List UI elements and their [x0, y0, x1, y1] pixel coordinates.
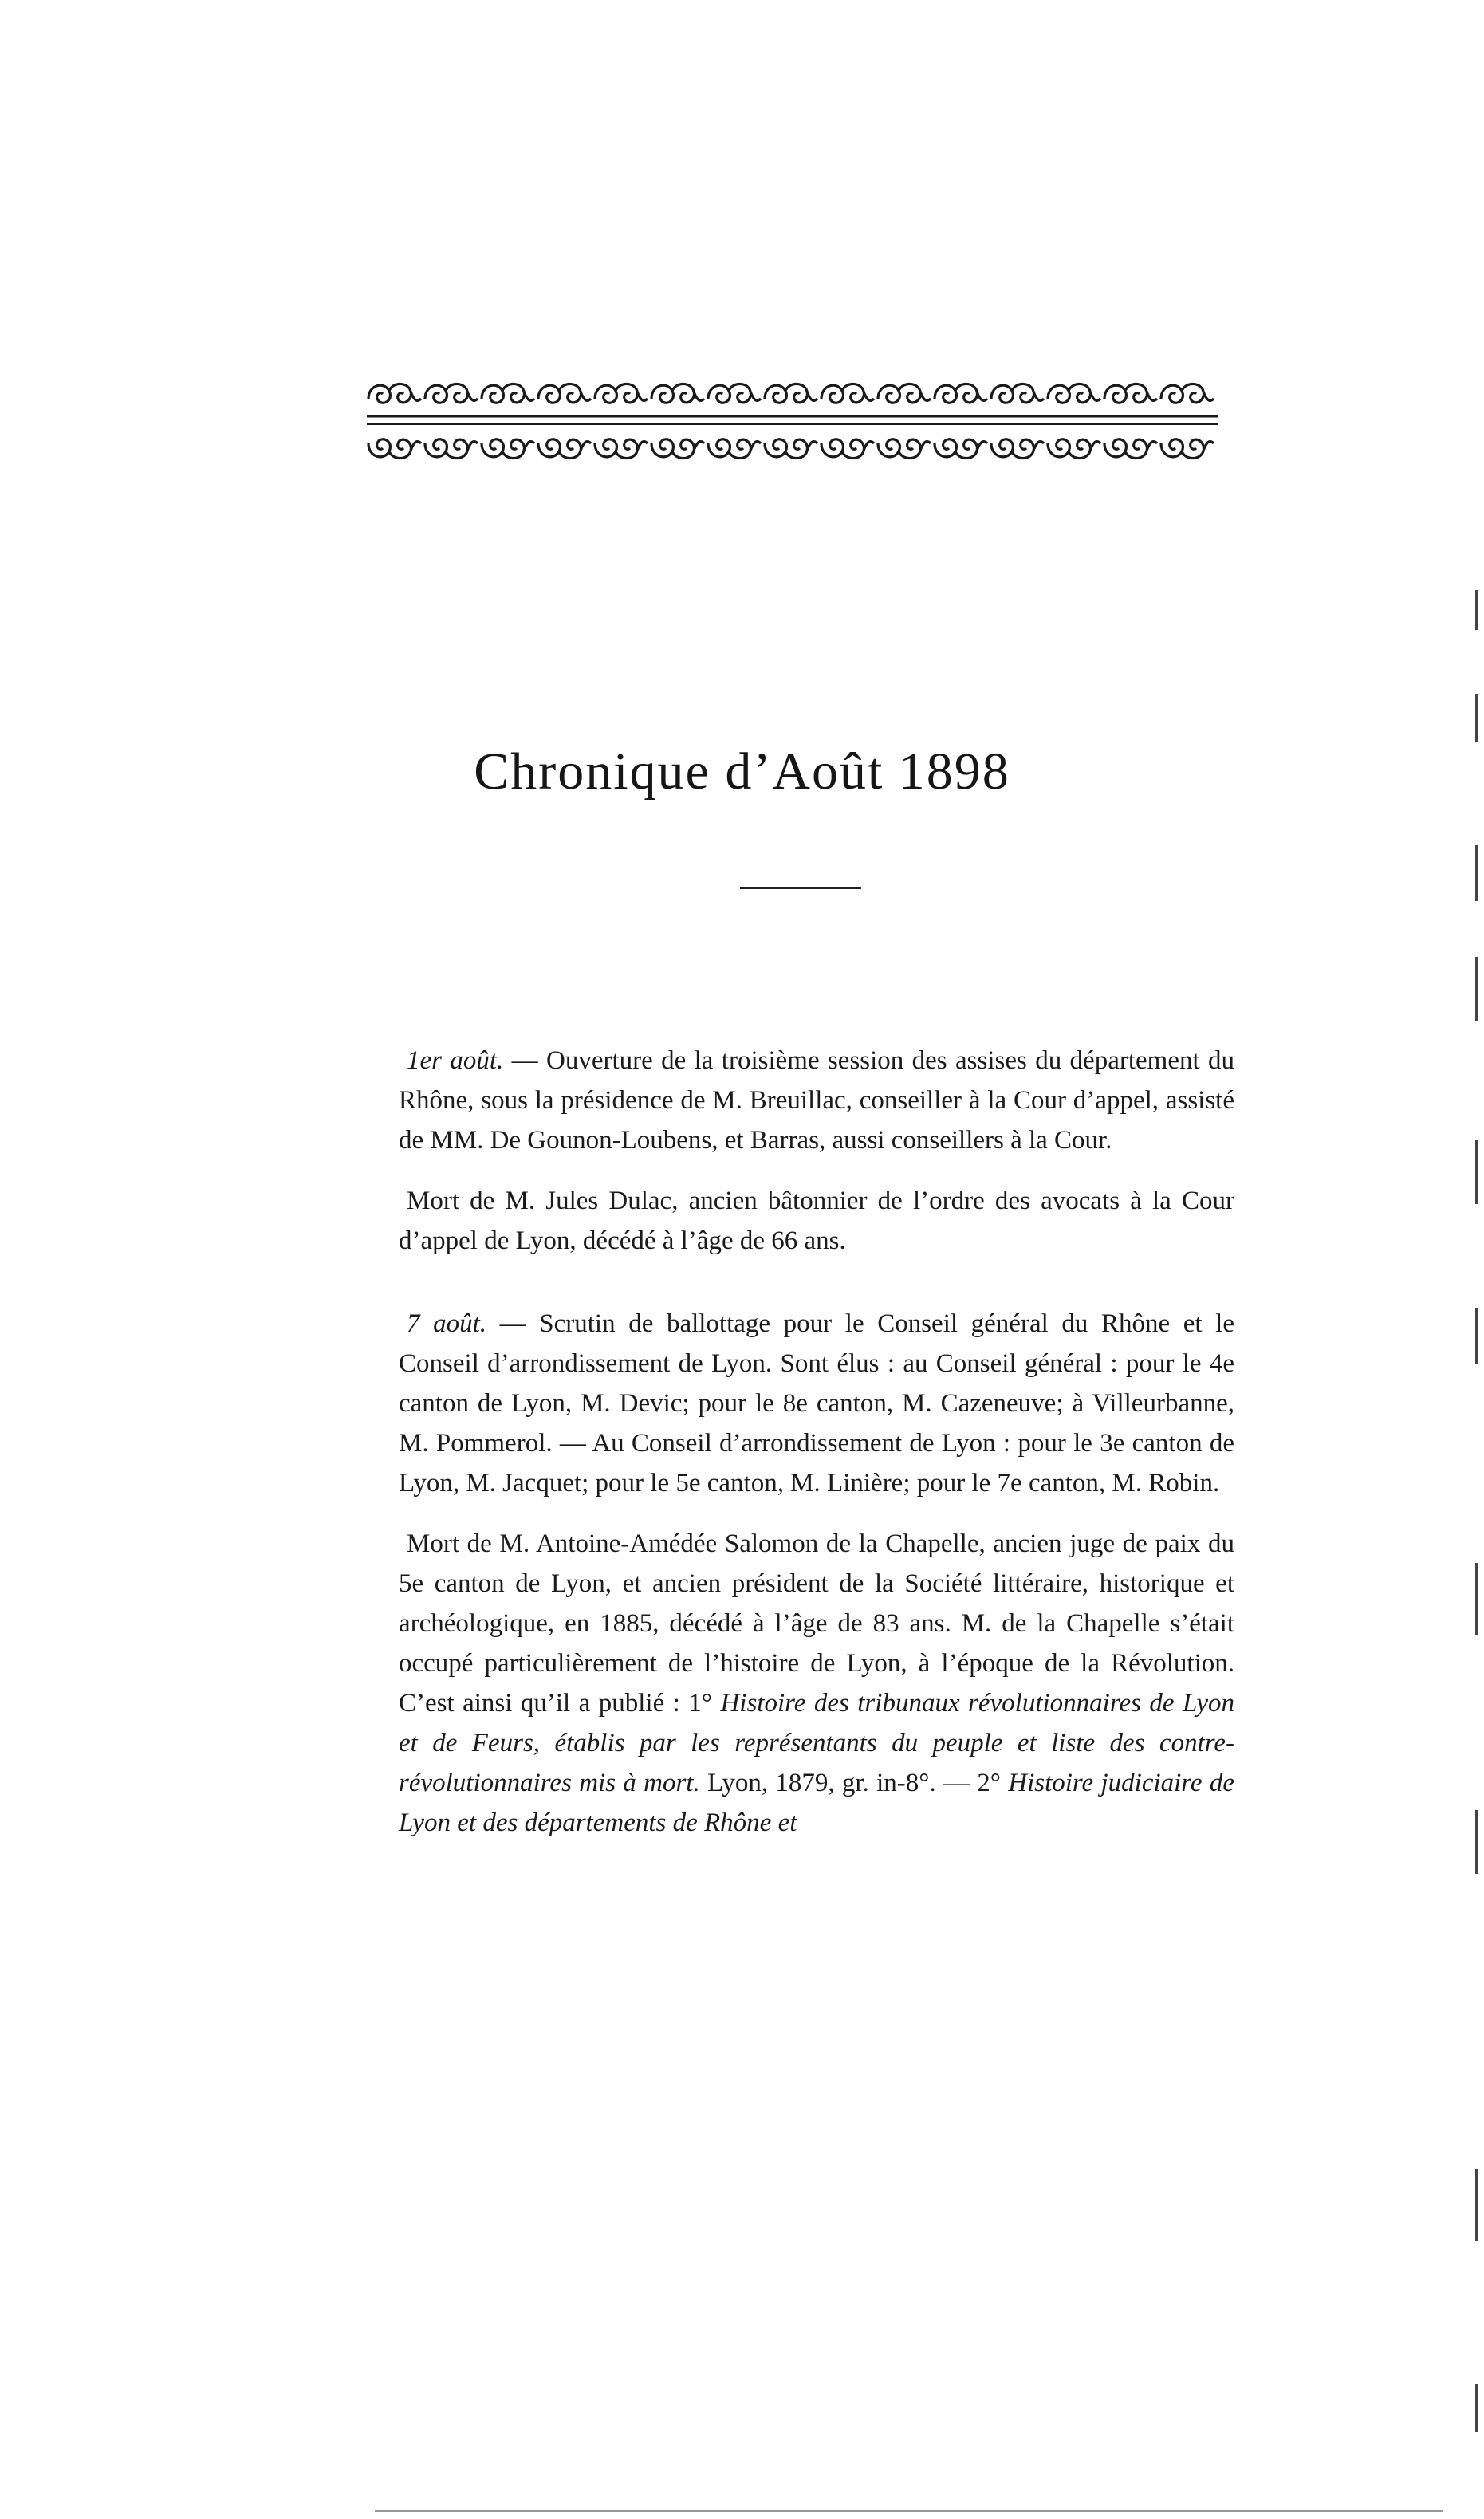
entry-date: 1er août. — [407, 1046, 504, 1075]
entry-text: — Ouverture de la troisième session des assises du département du Rhône, sous la présidence de M. Breuillac, conseiller à la Cour d’appel, assisté de MM. De Gounon-Loubens, et Barras, aussi conseillers à la Cour. — [399, 1046, 1234, 1155]
entry-date: 7 août. — [407, 1309, 487, 1338]
book-title-italic: Histoire des tribunaux révolutionnaires de Lyon et de Feurs, établis par les représentants du peuple et liste des contre-révolutionnaires mis à mort. — [399, 1689, 1235, 1797]
entry-text: — Scrutin de ballottage pour le Conseil général du Rhône et le Conseil d’arrondissement de Lyon. Sont élus : au Conseil général : pour le 4e canton de Lyon, M. Devic; pour le 8e canton, M. Cazeneuve; à Villeurbanne, M. Pommerol. — Au Conseil d’arrondissement de Lyon : pour le 3e canton de Lyon, M. Jacquet; pour le 5e canton, M. Linière; pour le 7e canton, M. Robin. — [399, 1309, 1234, 1498]
page-title: Chronique d’Août 1898 — [474, 742, 1010, 801]
scan-edge-mark — [1475, 957, 1478, 1021]
entry-paragraph-aug-7 — [399, 1304, 1234, 1503]
entry-text: Mort de M. Jules Dulac, ancien bâtonnier de l’ordre des avocats à la Cour d’appel de Lyon, décédé à l’âge de 66 ans. — [399, 1187, 1234, 1255]
entry-paragraph-dulac — [399, 1181, 1234, 1261]
scan-edge-mark — [1475, 845, 1478, 901]
scan-edge-mark — [375, 2510, 1443, 2512]
scan-edge-mark — [1475, 2384, 1478, 2432]
entry-paragraph-aug-1 — [399, 1041, 1234, 1160]
entry-text: Mort de M. Antoine-Amédée Salomon de la Chapelle, ancien juge de paix du 5e canton de Lyon, et ancien président de la Société littéraire, historique et archéologique, en 1885, décédé à l’âge de 83 ans. M. de la Chapelle s’était occupé particulièrement de l’histoire de Lyon, à l’époque de la Révolution. C’est ainsi qu’il a publié : 1° — [399, 1529, 1234, 1718]
scan-edge-mark — [1475, 1810, 1478, 1874]
book-title-italic: Histoire judiciaire de Lyon et des départements de Rhône et — [399, 1769, 1234, 1837]
scan-edge-mark — [1475, 2169, 1478, 2241]
scan-edge-mark — [1475, 590, 1478, 630]
entry-text: Lyon, 1879, gr. in-8°. — 2° — [699, 1769, 1009, 1797]
ornamental-header-band — [365, 367, 1220, 478]
scan-edge-mark — [1475, 1308, 1478, 1364]
chronicle-body — [399, 1041, 1234, 1864]
scan-edge-mark — [1475, 1140, 1478, 1204]
title-divider — [740, 887, 861, 889]
ornament-scroll-icon — [365, 367, 1220, 478]
scan-edge-mark — [1475, 694, 1478, 742]
entry-paragraph-chapelle — [399, 1524, 1234, 1843]
scan-edge-mark — [1475, 1563, 1478, 1635]
